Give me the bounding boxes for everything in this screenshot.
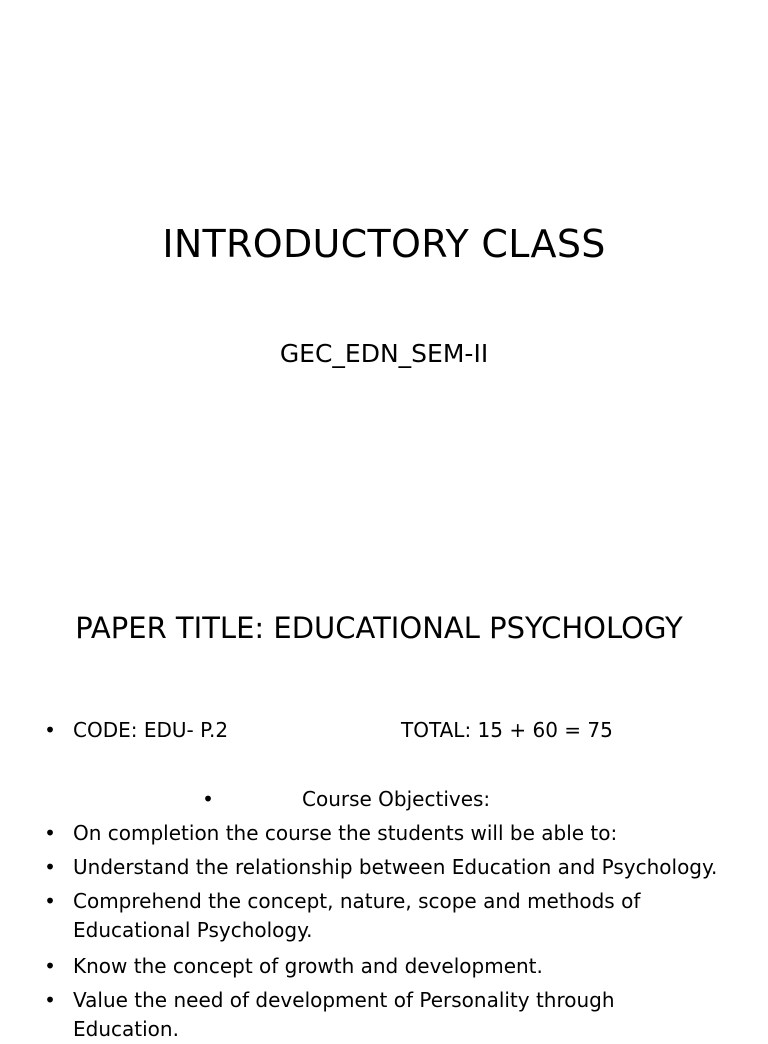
- bullet-icon: •: [44, 855, 56, 879]
- bullet-icon: •: [44, 988, 56, 1012]
- list-item-text: Know the concept of growth and development.: [73, 954, 543, 978]
- list-item-text: Comprehend the concept, nature, scope and methods of Educational Psychology.: [73, 889, 641, 942]
- bullet-icon: •: [44, 889, 56, 913]
- list-item-text: Value the need of development of Personality through Education.: [73, 988, 615, 1041]
- syllabus-slide: [0, 560, 768, 1041]
- list-item-text: On completion the course the students will be able to:: [73, 821, 618, 845]
- bullet-icon: •: [44, 821, 56, 845]
- objectives-heading: Course Objectives:: [302, 787, 491, 811]
- list-item-text: Understand the relationship between Education and Psychology.: [73, 855, 718, 879]
- paper-title: PAPER TITLE: EDUCATIONAL PSYCHOLOGY: [75, 611, 683, 645]
- code-label: CODE: EDU- P.2: [73, 718, 229, 742]
- slide-title: INTRODUCTORY CLASS: [162, 222, 606, 266]
- bullet-icon: •: [44, 718, 56, 742]
- slide-subtitle: GEC_EDN_SEM-II: [279, 339, 489, 368]
- bullet-icon: •: [44, 954, 56, 978]
- total-label: TOTAL: 15 + 60 = 75: [401, 718, 613, 742]
- bullet-icon: •: [202, 787, 214, 811]
